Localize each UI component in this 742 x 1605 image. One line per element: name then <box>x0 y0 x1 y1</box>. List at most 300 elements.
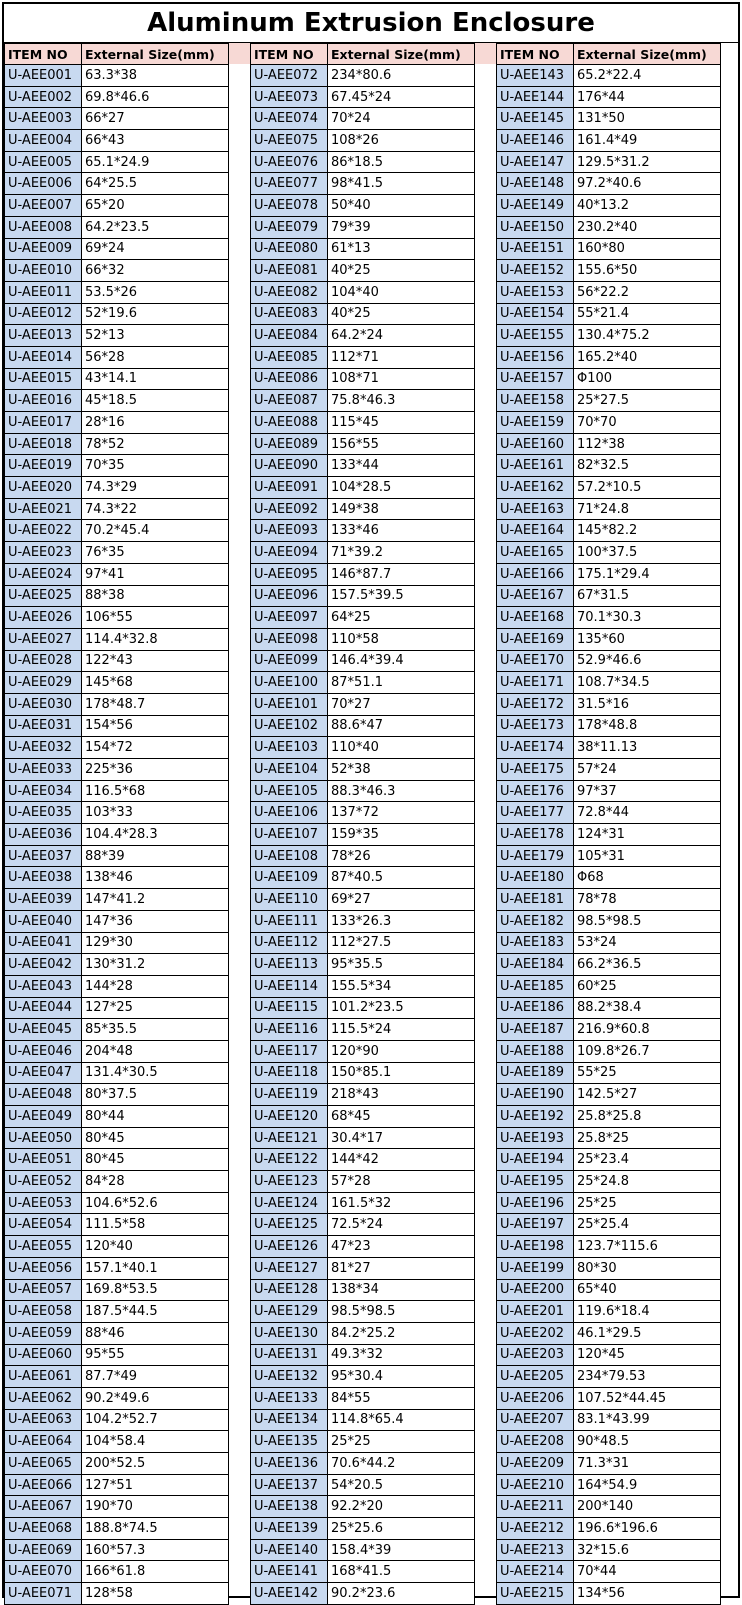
external-size-cell: 104*40 <box>328 281 475 303</box>
external-size-cell: 133*44 <box>328 455 475 477</box>
external-size-cell: 25*24.8 <box>574 1171 721 1193</box>
table-row <box>497 715 721 737</box>
table-row <box>5 1062 229 1084</box>
external-size-cell: 129.5*31.2 <box>574 151 721 173</box>
external-size-cell: 66*32 <box>82 260 229 282</box>
item-number-cell: U-AEE001 <box>5 65 82 87</box>
table-row <box>5 477 229 499</box>
item-number-cell: U-AEE123 <box>251 1171 328 1193</box>
table-row <box>5 1192 229 1214</box>
item-number-cell: U-AEE182 <box>497 910 574 932</box>
external-size-cell: 65*20 <box>82 195 229 217</box>
external-size-cell: 25*23.4 <box>574 1149 721 1171</box>
table-row <box>5 1539 229 1561</box>
item-number-cell: U-AEE062 <box>5 1387 82 1409</box>
external-size-cell: 115.5*24 <box>328 1019 475 1041</box>
external-size-cell: 67*31.5 <box>574 585 721 607</box>
external-size-cell: 234*79.53 <box>574 1366 721 1388</box>
item-number-cell: U-AEE117 <box>251 1040 328 1062</box>
external-size-cell: 127*51 <box>82 1474 229 1496</box>
external-size-cell: 100*37.5 <box>574 542 721 564</box>
item-number-cell: U-AEE112 <box>251 932 328 954</box>
external-size-cell: 230.2*40 <box>574 216 721 238</box>
table-row <box>251 498 475 520</box>
external-size-cell: 98.5*98.5 <box>574 910 721 932</box>
table-row <box>5 910 229 932</box>
item-number-cell: U-AEE211 <box>497 1496 574 1518</box>
item-number-cell: U-AEE159 <box>497 412 574 434</box>
item-number-cell: U-AEE021 <box>5 498 82 520</box>
item-number-cell: U-AEE002 <box>5 86 82 108</box>
external-size-cell: 88.6*47 <box>328 715 475 737</box>
table-row <box>251 1583 475 1605</box>
table-row <box>5 1322 229 1344</box>
item-number-cell: U-AEE108 <box>251 845 328 867</box>
external-size-cell: 78*52 <box>82 433 229 455</box>
item-number-cell: U-AEE214 <box>497 1561 574 1583</box>
item-number-cell: U-AEE038 <box>5 867 82 889</box>
external-size-cell: 158.4*39 <box>328 1539 475 1561</box>
external-size-cell: 122*43 <box>82 650 229 672</box>
table-row <box>497 1279 721 1301</box>
table-row <box>5 542 229 564</box>
external-size-cell: 165.2*40 <box>574 346 721 368</box>
table-row <box>251 1496 475 1518</box>
table-row <box>497 281 721 303</box>
external-size-cell: 84*28 <box>82 1171 229 1193</box>
table-row <box>5 325 229 347</box>
item-number-cell: U-AEE086 <box>251 368 328 390</box>
item-number-cell: U-AEE200 <box>497 1279 574 1301</box>
header-item-no: ITEM NO <box>251 44 328 65</box>
item-number-cell: U-AEE124 <box>251 1192 328 1214</box>
table-row <box>497 195 721 217</box>
table-row <box>5 932 229 954</box>
item-number-cell: U-AEE008 <box>5 216 82 238</box>
item-number-cell: U-AEE084 <box>251 325 328 347</box>
item-number-cell: U-AEE087 <box>251 390 328 412</box>
table-row <box>251 1409 475 1431</box>
item-number-cell: U-AEE097 <box>251 607 328 629</box>
item-number-cell: U-AEE096 <box>251 585 328 607</box>
item-number-cell: U-AEE017 <box>5 412 82 434</box>
item-number-cell: U-AEE202 <box>497 1322 574 1344</box>
external-size-cell: 80*45 <box>82 1149 229 1171</box>
external-size-cell: 64*25 <box>328 607 475 629</box>
external-size-cell: 150*85.1 <box>328 1062 475 1084</box>
item-number-cell: U-AEE137 <box>251 1474 328 1496</box>
item-number-cell: U-AEE068 <box>5 1518 82 1540</box>
item-number-cell: U-AEE019 <box>5 455 82 477</box>
item-number-cell: U-AEE205 <box>497 1366 574 1388</box>
table-row <box>251 325 475 347</box>
table-row <box>5 1474 229 1496</box>
external-size-cell: 104.6*52.6 <box>82 1192 229 1214</box>
item-number-cell: U-AEE007 <box>5 195 82 217</box>
table-row <box>251 1062 475 1084</box>
external-size-cell: 175.1*29.4 <box>574 563 721 585</box>
item-number-cell: U-AEE189 <box>497 1062 574 1084</box>
external-size-cell: 114.8*65.4 <box>328 1409 475 1431</box>
external-size-cell: 156*55 <box>328 433 475 455</box>
item-number-cell: U-AEE042 <box>5 954 82 976</box>
external-size-cell: 80*44 <box>82 1106 229 1128</box>
item-number-cell: U-AEE033 <box>5 759 82 781</box>
table-row <box>251 845 475 867</box>
table-row <box>251 130 475 152</box>
table-row <box>251 1192 475 1214</box>
table-row <box>497 325 721 347</box>
external-size-cell: 88*39 <box>82 845 229 867</box>
item-number-cell: U-AEE036 <box>5 824 82 846</box>
table-row <box>497 780 721 802</box>
item-number-cell: U-AEE015 <box>5 368 82 390</box>
external-size-cell: 160*57.3 <box>82 1539 229 1561</box>
external-size-cell: 133*46 <box>328 520 475 542</box>
table-row <box>497 130 721 152</box>
external-size-cell: 119.6*18.4 <box>574 1301 721 1323</box>
table-row <box>5 824 229 846</box>
table-row <box>5 867 229 889</box>
item-number-cell: U-AEE201 <box>497 1301 574 1323</box>
item-number-cell: U-AEE171 <box>497 672 574 694</box>
external-size-cell: 28*16 <box>82 412 229 434</box>
external-size-cell: 108*71 <box>328 368 475 390</box>
table-row <box>251 1474 475 1496</box>
item-number-cell: U-AEE146 <box>497 130 574 152</box>
item-number-cell: U-AEE147 <box>497 151 574 173</box>
external-size-cell: 97*37 <box>574 780 721 802</box>
item-number-cell: U-AEE179 <box>497 845 574 867</box>
table-row <box>497 737 721 759</box>
external-size-cell: 216.9*60.8 <box>574 1019 721 1041</box>
external-size-cell: 144*42 <box>328 1149 475 1171</box>
item-number-cell: U-AEE193 <box>497 1127 574 1149</box>
external-size-cell: 84.2*25.2 <box>328 1322 475 1344</box>
table-row <box>497 173 721 195</box>
table-row <box>497 802 721 824</box>
table-row <box>497 151 721 173</box>
table-row <box>5 1040 229 1062</box>
table-row <box>497 1106 721 1128</box>
table-row <box>497 1409 721 1431</box>
table-row <box>251 1171 475 1193</box>
item-number-cell: U-AEE181 <box>497 889 574 911</box>
table-row <box>5 238 229 260</box>
item-number-cell: U-AEE148 <box>497 173 574 195</box>
external-size-cell: 168*41.5 <box>328 1561 475 1583</box>
item-number-cell: U-AEE041 <box>5 932 82 954</box>
item-number-cell: U-AEE020 <box>5 477 82 499</box>
item-number-cell: U-AEE063 <box>5 1409 82 1431</box>
external-size-cell: 83.1*43.99 <box>574 1409 721 1431</box>
external-size-cell: 161.5*32 <box>328 1192 475 1214</box>
external-size-cell: 134*56 <box>574 1583 721 1605</box>
table-row <box>497 455 721 477</box>
table-row <box>497 1062 721 1084</box>
external-size-cell: 146*87.7 <box>328 563 475 585</box>
external-size-cell: 64.2*23.5 <box>82 216 229 238</box>
table-row <box>497 1366 721 1388</box>
table-row <box>497 238 721 260</box>
external-size-cell: 90*48.5 <box>574 1431 721 1453</box>
item-number-cell: U-AEE098 <box>251 628 328 650</box>
item-number-cell: U-AEE035 <box>5 802 82 824</box>
external-size-cell: 105*31 <box>574 845 721 867</box>
item-number-cell: U-AEE037 <box>5 845 82 867</box>
table-column-1 <box>4 43 229 1601</box>
external-size-cell: 64*25.5 <box>82 173 229 195</box>
item-number-cell: U-AEE143 <box>497 65 574 87</box>
table-row <box>5 151 229 173</box>
table-row <box>251 216 475 238</box>
item-number-cell: U-AEE058 <box>5 1301 82 1323</box>
item-number-cell: U-AEE130 <box>251 1322 328 1344</box>
table-row <box>497 1149 721 1171</box>
external-size-cell: 40*13.2 <box>574 195 721 217</box>
item-number-cell: U-AEE142 <box>251 1583 328 1605</box>
table-row <box>251 1279 475 1301</box>
table-row <box>251 542 475 564</box>
table-row <box>497 542 721 564</box>
external-size-cell: 70*35 <box>82 455 229 477</box>
external-size-cell: 200*52.5 <box>82 1453 229 1475</box>
item-number-cell: U-AEE075 <box>251 130 328 152</box>
external-size-cell: 129*30 <box>82 932 229 954</box>
item-number-cell: U-AEE196 <box>497 1192 574 1214</box>
external-size-cell: 43*14.1 <box>82 368 229 390</box>
item-number-cell: U-AEE161 <box>497 455 574 477</box>
external-size-cell: 85*35.5 <box>82 1019 229 1041</box>
external-size-cell: 88.2*38.4 <box>574 997 721 1019</box>
table-row <box>251 1127 475 1149</box>
header-external-size: External Size(mm) <box>82 44 229 65</box>
external-size-cell: 72.5*24 <box>328 1214 475 1236</box>
table-row <box>497 477 721 499</box>
item-number-cell: U-AEE185 <box>497 975 574 997</box>
external-size-cell: 169.8*53.5 <box>82 1279 229 1301</box>
external-size-cell: 66.2*36.5 <box>574 954 721 976</box>
external-size-cell: 49.3*32 <box>328 1344 475 1366</box>
item-number-cell: U-AEE092 <box>251 498 328 520</box>
table-row <box>5 628 229 650</box>
external-size-cell: 155.6*50 <box>574 260 721 282</box>
table-row <box>5 889 229 911</box>
external-size-cell: 90.2*23.6 <box>328 1583 475 1605</box>
item-number-cell: U-AEE043 <box>5 975 82 997</box>
table-row <box>251 932 475 954</box>
external-size-cell: 190*70 <box>82 1496 229 1518</box>
table-row <box>497 1301 721 1323</box>
table-row <box>497 910 721 932</box>
table-row <box>497 86 721 108</box>
external-size-cell: 55*25 <box>574 1062 721 1084</box>
item-number-cell: U-AEE207 <box>497 1409 574 1431</box>
external-size-cell: 161.4*49 <box>574 130 721 152</box>
external-size-cell: 66*27 <box>82 108 229 130</box>
item-number-cell: U-AEE126 <box>251 1236 328 1258</box>
external-size-cell: 69.8*46.6 <box>82 86 229 108</box>
item-number-cell: U-AEE115 <box>251 997 328 1019</box>
external-size-cell: 79*39 <box>328 216 475 238</box>
external-size-cell: 57*24 <box>574 759 721 781</box>
table-row <box>497 65 721 87</box>
external-size-cell: 124*31 <box>574 824 721 846</box>
table-row <box>497 932 721 954</box>
item-number-cell: U-AEE102 <box>251 715 328 737</box>
item-number-cell: U-AEE114 <box>251 975 328 997</box>
item-number-cell: U-AEE083 <box>251 303 328 325</box>
item-number-cell: U-AEE192 <box>497 1106 574 1128</box>
item-number-cell: U-AEE054 <box>5 1214 82 1236</box>
external-size-cell: 104.2*52.7 <box>82 1409 229 1431</box>
item-number-cell: U-AEE210 <box>497 1474 574 1496</box>
size-table-1 <box>4 43 229 1605</box>
table-row <box>497 1583 721 1605</box>
table-row <box>497 1192 721 1214</box>
item-number-cell: U-AEE078 <box>251 195 328 217</box>
external-size-cell: Φ100 <box>574 368 721 390</box>
external-size-cell: 82*32.5 <box>574 455 721 477</box>
external-size-cell: 78*26 <box>328 845 475 867</box>
table-row <box>251 477 475 499</box>
item-number-cell: U-AEE199 <box>497 1257 574 1279</box>
external-size-cell: 112*71 <box>328 346 475 368</box>
table-row <box>497 672 721 694</box>
item-number-cell: U-AEE079 <box>251 216 328 238</box>
item-number-cell: U-AEE057 <box>5 1279 82 1301</box>
table-row <box>251 824 475 846</box>
item-number-cell: U-AEE074 <box>251 108 328 130</box>
external-size-cell: 31.5*16 <box>574 693 721 715</box>
item-number-cell: U-AEE080 <box>251 238 328 260</box>
item-number-cell: U-AEE011 <box>5 281 82 303</box>
external-size-cell: 69*24 <box>82 238 229 260</box>
item-number-cell: U-AEE105 <box>251 780 328 802</box>
item-number-cell: U-AEE190 <box>497 1084 574 1106</box>
header-external-size: External Size(mm) <box>574 44 721 65</box>
table-column-2 <box>250 43 475 1601</box>
item-number-cell: U-AEE127 <box>251 1257 328 1279</box>
external-size-cell: 123.7*115.6 <box>574 1236 721 1258</box>
item-number-cell: U-AEE050 <box>5 1127 82 1149</box>
external-size-cell: 68*45 <box>328 1106 475 1128</box>
item-number-cell: U-AEE144 <box>497 86 574 108</box>
item-number-cell: U-AEE090 <box>251 455 328 477</box>
item-number-cell: U-AEE203 <box>497 1344 574 1366</box>
external-size-cell: 187.5*44.5 <box>82 1301 229 1323</box>
item-number-cell: U-AEE028 <box>5 650 82 672</box>
item-number-cell: U-AEE049 <box>5 1106 82 1128</box>
table-row <box>497 650 721 672</box>
item-number-cell: U-AEE120 <box>251 1106 328 1128</box>
item-number-cell: U-AEE132 <box>251 1366 328 1388</box>
table-row <box>251 455 475 477</box>
table-row <box>497 1561 721 1583</box>
table-row <box>5 1019 229 1041</box>
item-number-cell: U-AEE169 <box>497 628 574 650</box>
table-row <box>251 412 475 434</box>
table-row <box>251 802 475 824</box>
item-number-cell: U-AEE091 <box>251 477 328 499</box>
item-number-cell: U-AEE154 <box>497 303 574 325</box>
table-row <box>497 845 721 867</box>
document-page <box>2 2 740 1601</box>
item-number-cell: U-AEE155 <box>497 325 574 347</box>
table-row <box>497 889 721 911</box>
table-row <box>497 1431 721 1453</box>
external-size-cell: 225*36 <box>82 759 229 781</box>
external-size-cell: 76*35 <box>82 542 229 564</box>
external-size-cell: 56*22.2 <box>574 281 721 303</box>
table-row <box>5 607 229 629</box>
item-number-cell: U-AEE133 <box>251 1387 328 1409</box>
external-size-cell: 86*18.5 <box>328 151 475 173</box>
external-size-cell: 131*50 <box>574 108 721 130</box>
item-number-cell: U-AEE163 <box>497 498 574 520</box>
table-row <box>5 1496 229 1518</box>
table-row <box>497 1496 721 1518</box>
header-gap-1 <box>229 43 250 64</box>
external-size-cell: 218*43 <box>328 1084 475 1106</box>
external-size-cell: 57.2*10.5 <box>574 477 721 499</box>
table-row <box>251 693 475 715</box>
table-row <box>5 1214 229 1236</box>
external-size-cell: 25.8*25 <box>574 1127 721 1149</box>
item-number-cell: U-AEE186 <box>497 997 574 1019</box>
external-size-cell: 63.3*38 <box>82 65 229 87</box>
table-row <box>251 715 475 737</box>
table-row <box>497 1453 721 1475</box>
table-row <box>251 1344 475 1366</box>
table-row <box>497 368 721 390</box>
table-row <box>251 520 475 542</box>
item-number-cell: U-AEE044 <box>5 997 82 1019</box>
item-number-cell: U-AEE099 <box>251 650 328 672</box>
external-size-cell: 145*68 <box>82 672 229 694</box>
table-row <box>497 1539 721 1561</box>
external-size-cell: 120*45 <box>574 1344 721 1366</box>
external-size-cell: 74.3*29 <box>82 477 229 499</box>
external-size-cell: 95*35.5 <box>328 954 475 976</box>
item-number-cell: U-AEE188 <box>497 1040 574 1062</box>
table-row <box>5 195 229 217</box>
external-size-cell: 25.8*25.8 <box>574 1106 721 1128</box>
item-number-cell: U-AEE206 <box>497 1387 574 1409</box>
table-row <box>251 759 475 781</box>
table-row <box>5 390 229 412</box>
external-size-cell: 84*55 <box>328 1387 475 1409</box>
item-number-cell: U-AEE027 <box>5 628 82 650</box>
item-number-cell: U-AEE077 <box>251 173 328 195</box>
table-row <box>497 954 721 976</box>
table-row <box>497 260 721 282</box>
item-number-cell: U-AEE005 <box>5 151 82 173</box>
item-number-cell: U-AEE134 <box>251 1409 328 1431</box>
item-number-cell: U-AEE093 <box>251 520 328 542</box>
external-size-cell: 25*25.6 <box>328 1518 475 1540</box>
external-size-cell: 135*60 <box>574 628 721 650</box>
table-row <box>5 954 229 976</box>
table-row <box>497 1236 721 1258</box>
item-number-cell: U-AEE016 <box>5 390 82 412</box>
item-number-cell: U-AEE121 <box>251 1127 328 1149</box>
external-size-cell: 70.6*44.2 <box>328 1453 475 1475</box>
table-row <box>251 108 475 130</box>
item-number-cell: U-AEE031 <box>5 715 82 737</box>
table-row <box>251 910 475 932</box>
table-row <box>5 281 229 303</box>
